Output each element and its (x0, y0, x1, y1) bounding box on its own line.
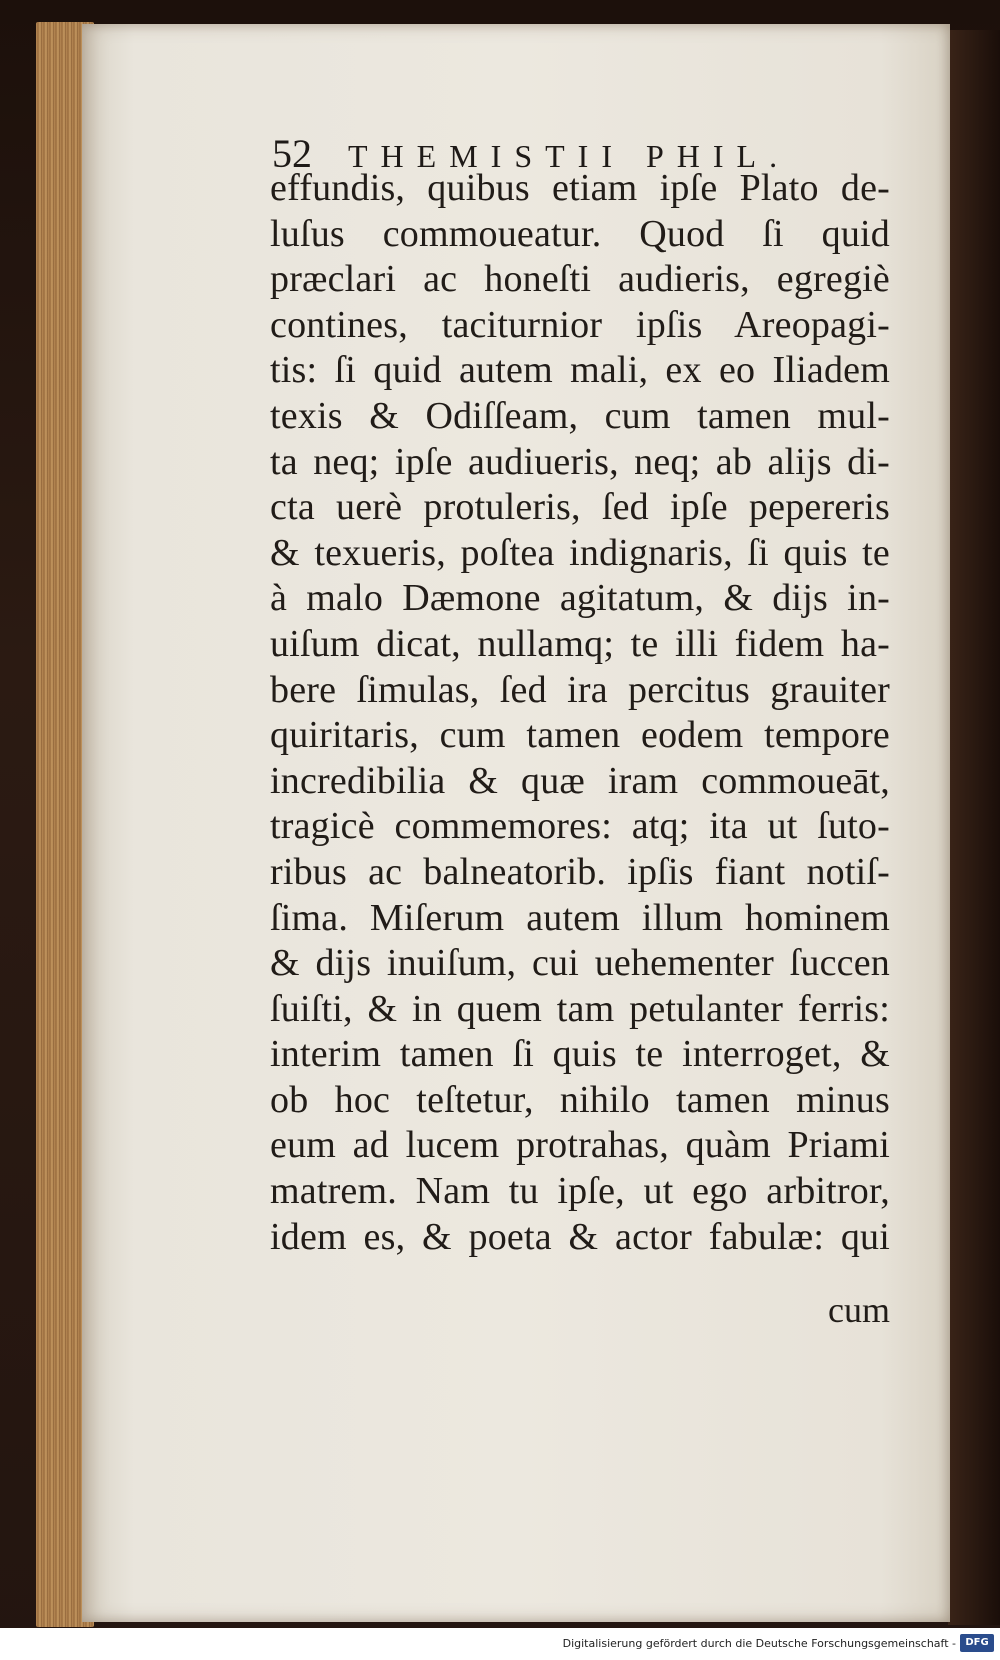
body-text (270, 166, 890, 1260)
text-line: cta uerè protuleris, ſed ipſe pepereris (270, 486, 890, 529)
text-line: uiſum dicat, nullamq; te illi fidem ha- (270, 622, 890, 665)
text-line: bere ſimulas, ſed ira percitus grauiter (270, 668, 890, 711)
text-line: ob hoc teſtetur, nihilo tamen minus (270, 1078, 890, 1121)
page-number: 52 (272, 131, 312, 176)
text-line: idem es, & poeta & actor fabulæ: qui (270, 1215, 890, 1258)
text-line: tragicè commemores: atq; ita ut ſuto- (270, 805, 890, 848)
catchword: cum (828, 1290, 890, 1330)
text-line: ſuiſti, & in quem tam petulanter ferris: (270, 987, 890, 1030)
text-line: effundis, quibus etiam ipſe Plato de- (270, 167, 890, 209)
text-line: tis: ſi quid autem mali, ex eo Iliadem (270, 349, 890, 392)
dfg-logo-icon: DFG (960, 1634, 994, 1652)
text-line: & dijs inuiſum, cui uehementer ſuccen (270, 942, 890, 985)
text-line: incredibilia & quæ iram commoueāt, (270, 759, 890, 802)
text-line: à malo Dæmone agitatum, & dijs in- (270, 577, 890, 620)
text-line: ta neq; ipſe audiueris, neq; ab alijs di- (270, 440, 890, 483)
running-head: THEMISTII PHIL. (348, 138, 791, 174)
text-line: quiritaris, cum tamen eodem tempore (270, 714, 890, 757)
text-line: matrem. Nam tu ipſe, ut ego arbitror, (270, 1170, 890, 1213)
book-binding-shadow (948, 30, 1000, 1625)
text-line: ſima. Miſerum autem illum hominem (270, 896, 890, 939)
text-line: contines, taciturnior ipſis Areopagi- (270, 303, 890, 346)
funding-notice: Digitalisierung gefördert durch die Deutsche Forschungsgemeinschaft - (562, 1637, 956, 1650)
text-line: texis & Odiſſeam, cum tamen mul- (270, 394, 890, 437)
text-line: interim tamen ſi quis te interroget, & (270, 1033, 890, 1076)
text-line: & texueris, poſtea indignaris, ſi quis te (270, 531, 890, 574)
text-line: eum ad lucem protrahas, quàm Priami (270, 1124, 890, 1167)
text-line: ribus ac balneatorib. ipſis fiant notiſ- (270, 850, 890, 893)
text-line: luſus commoueatur. Quod ſi quid (270, 212, 890, 255)
text-line: præclari ac honeſti audieris, egregiè (270, 258, 890, 301)
